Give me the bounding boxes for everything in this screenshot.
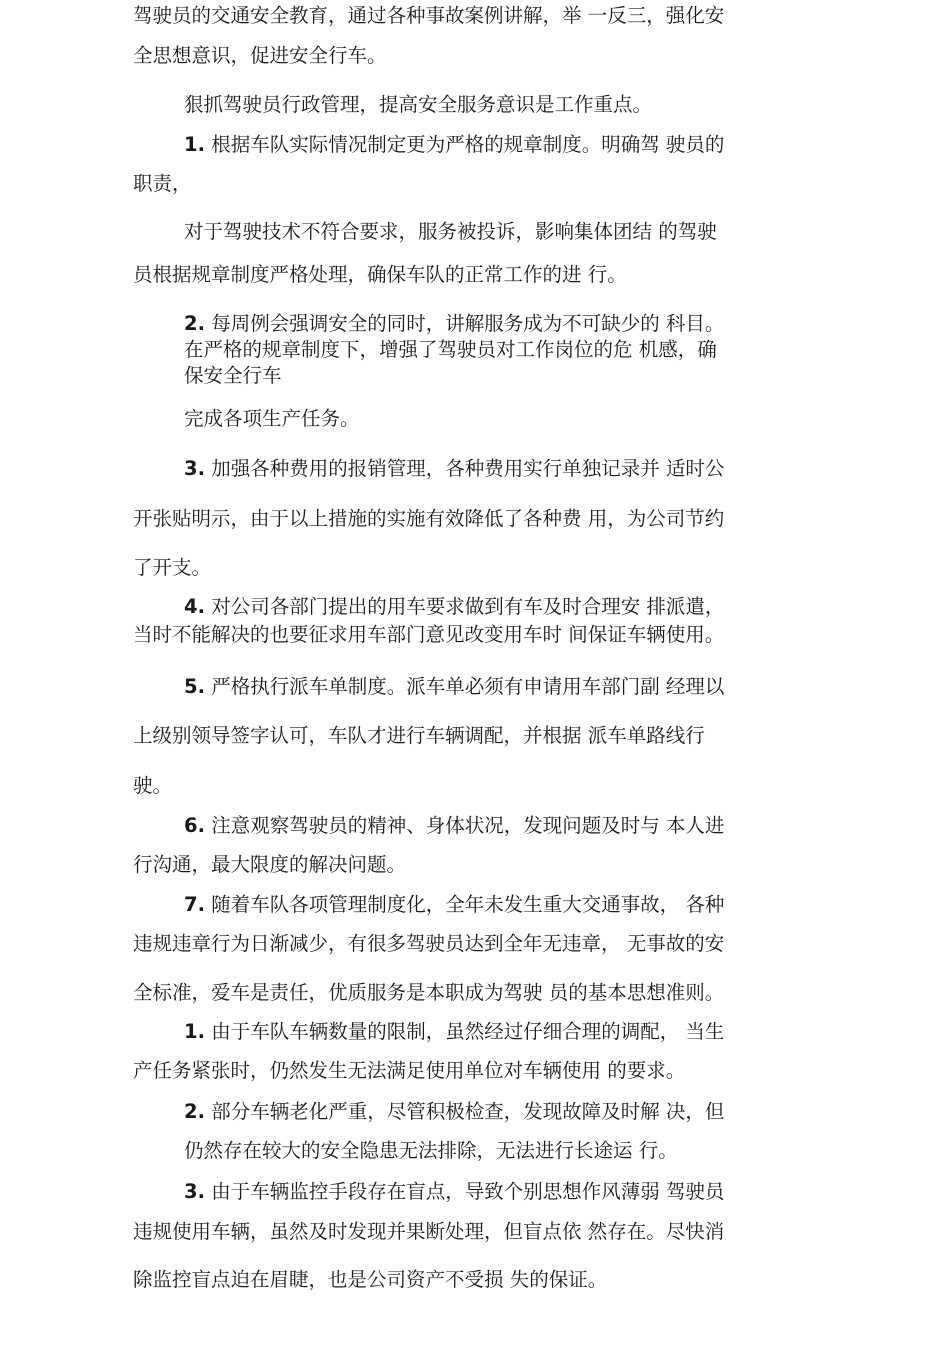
text-line: 注意观察驾驶员的精神、身体状况，发现问题及时与 本人进 — [211, 814, 725, 837]
text-line: 部分车辆老化严重，尽管积极检查，发现故障及时解 决，但 — [211, 1100, 725, 1123]
list-item — [184, 814, 724, 838]
text-line: 对公司各部门提出的用车要求做到有车及时合理安 排派遣， — [211, 595, 725, 618]
item-number: 3. — [184, 1180, 205, 1203]
list-item — [184, 457, 724, 481]
text-line: 保安全行车 — [184, 364, 282, 387]
text-line: 员根据规章制度严格处理，确保车队的正常工作的进 行。 — [133, 263, 627, 286]
item-number: 5. — [184, 675, 205, 698]
item-number: 7. — [184, 893, 205, 916]
text-line: 产任务紧张时，仍然发生无法满足使用单位对车辆使用 的要求。 — [133, 1059, 686, 1082]
text-line: 当时不能解决的也要征求用车部门意见改变用车时 间保证车辆使用。 — [133, 623, 725, 646]
item-number: 2. — [184, 312, 205, 335]
text-line: 违规违章行为日渐减少，有很多驾驶员达到全年无违章， 无事故的安 — [133, 932, 725, 955]
text-line: 除监控盲点迫在眉睫，也是公司资产不受损 失的保证。 — [133, 1268, 608, 1291]
text-line: 职责， — [133, 172, 192, 195]
text-line: 了开支。 — [133, 556, 212, 579]
text-line: 根据车队实际情况制定更为严格的规章制度。明确驾 驶员的 — [211, 133, 725, 156]
text-line: 每周例会强调安全的同时，讲解服务成为不可缺少的 科目。 — [211, 312, 725, 335]
text-line: 上级别领导签字认可，车队才进行车辆调配，并根据 派车单路线行 — [133, 724, 705, 747]
text-line: 完成各项生产任务。 — [184, 407, 360, 430]
text-line: 随着车队各项管理制度化，全年未发生重大交通事故， 各种 — [211, 893, 725, 916]
text-line: 全思想意识，促进安全行车。 — [133, 44, 387, 67]
list-item — [184, 1020, 724, 1044]
item-number: 3. — [184, 457, 205, 480]
list-item — [184, 133, 724, 157]
text-line: 由于车队车辆数量的限制，虽然经过仔细合理的调配， 当生 — [211, 1020, 725, 1043]
item-number: 1. — [184, 133, 205, 156]
text-line: 全标准，爱车是责任，优质服务是本职成为驾驶 员的基本思想准则。 — [133, 981, 725, 1004]
text-line: 加强各种费用的报销管理，各种费用实行单独记录并 适时公 — [211, 457, 725, 480]
text-line: 对于驾驶技术不符合要求，服务被投诉，影响集体团结 的驾驶 — [184, 220, 717, 243]
text-line: 在严格的规章制度下，增强了驾驶员对工作岗位的危 机感，确 — [184, 338, 717, 361]
text-line: 驾驶员的交通安全教育，通过各种事故案例讲解，举 一反三，强化安 — [133, 4, 725, 27]
text-line: 仍然存在较大的安全隐患无法排除，无法进行长途运 行。 — [184, 1139, 678, 1162]
text-line: 驶。 — [133, 774, 173, 797]
list-item — [184, 1180, 724, 1204]
list-item — [184, 675, 724, 699]
list-item — [184, 312, 724, 336]
item-number: 2. — [184, 1100, 205, 1123]
text-line: 开张贴明示，由于以上措施的实施有效降低了各种费 用，为公司节约 — [133, 507, 725, 530]
item-number: 6. — [184, 814, 205, 837]
text-line: 严格执行派车单制度。派车单必须有申请用车部门副 经理以 — [211, 675, 725, 698]
text-line: 狠抓驾驶员行政管理，提高安全服务意识是工作重点。 — [184, 93, 653, 116]
list-item — [184, 893, 724, 917]
item-number: 1. — [184, 1020, 205, 1043]
list-item — [184, 595, 724, 619]
text-line: 由于车辆监控手段存在盲点，导致个别思想作风薄弱 驾驶员 — [211, 1180, 725, 1203]
text-line: 违规使用车辆，虽然及时发现并果断处理，但盲点依 然存在。尽快消 — [133, 1220, 725, 1243]
list-item — [184, 1100, 724, 1124]
text-line: 行沟通，最大限度的解决问题。 — [133, 853, 407, 876]
item-number: 4. — [184, 595, 205, 618]
